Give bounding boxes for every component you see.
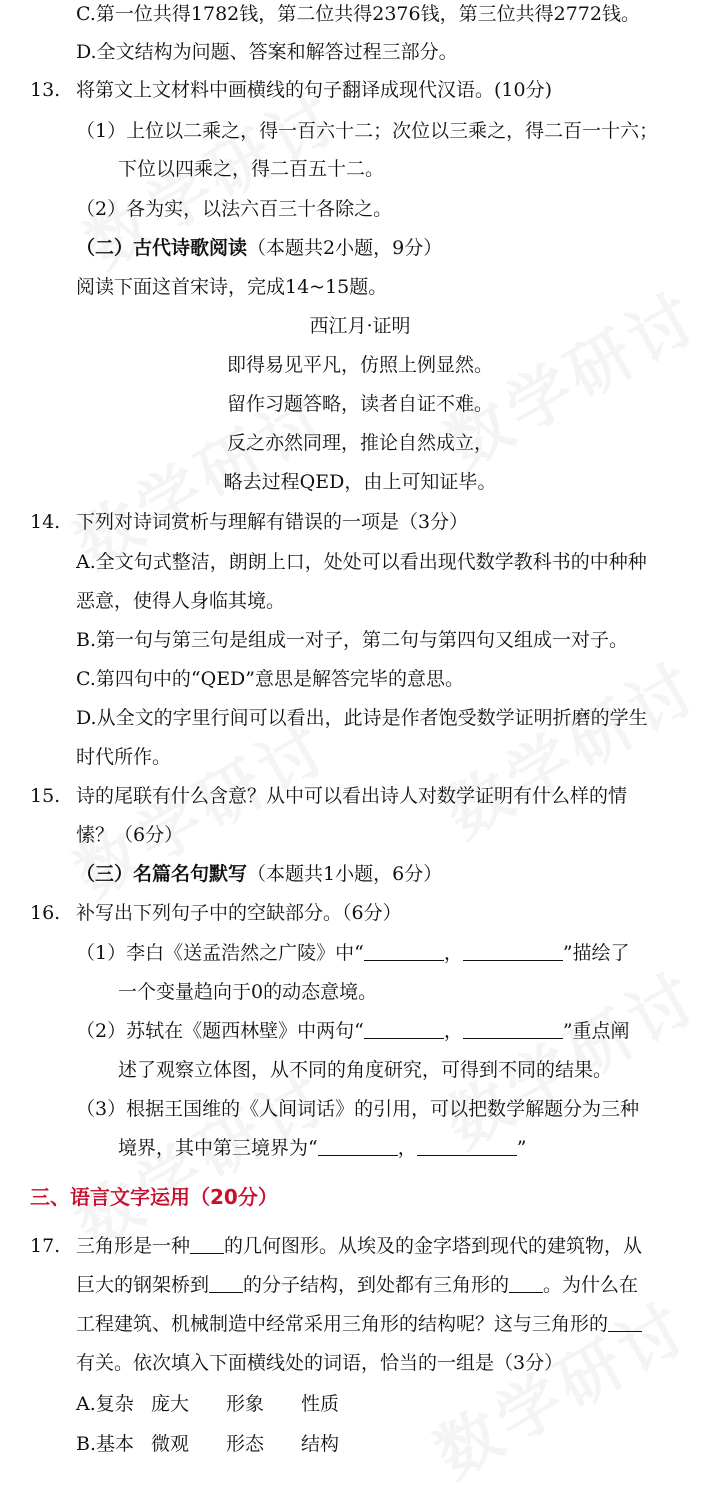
question-number: 16. bbox=[30, 902, 61, 924]
item-text: 。为什么在 bbox=[543, 1274, 639, 1296]
item-text: ， bbox=[397, 1137, 417, 1159]
question-15-cont: 愫？（6分） bbox=[76, 824, 184, 846]
q13-sentence-2: （2）各为实，以法六百三十各除之。 bbox=[76, 198, 393, 220]
question-15 bbox=[30, 782, 627, 810]
q16-item-2 bbox=[76, 1017, 630, 1045]
q13-sentence-1: （1）上位以二乘之，得一百六十二；次位以三乘之，得二百一十六； bbox=[76, 120, 659, 142]
answer-blank[interactable] bbox=[463, 1018, 563, 1039]
answer-blank[interactable] bbox=[417, 1135, 517, 1156]
option-word: 性质 bbox=[301, 1393, 340, 1415]
poem-title: 西江月·证明 bbox=[309, 315, 411, 337]
question-prompt: 补写出下列句子中的空缺部分。（6分） bbox=[76, 902, 402, 924]
item-text: ”描绘了 bbox=[562, 942, 630, 964]
answer-blank[interactable] bbox=[318, 1135, 398, 1156]
section-title: （三）名篇名句默写 bbox=[76, 863, 248, 885]
question-17-line-4: 有关。依次填入下面横线处的词语，恰当的一组是（3分） bbox=[76, 1352, 564, 1374]
answer-blank[interactable] bbox=[364, 1018, 444, 1039]
item-text: ” bbox=[516, 1137, 527, 1159]
q17-option-a bbox=[76, 1390, 376, 1418]
q14-option-c: C.第四句中的“QED”意思是解答完毕的意思。 bbox=[76, 668, 465, 690]
section-heading-poetry bbox=[76, 234, 442, 262]
option-word: 形象 bbox=[226, 1393, 265, 1415]
answer-blank[interactable] bbox=[190, 1233, 224, 1254]
q13-sentence-1-cont: 下位以四乘之，得二百五十二。 bbox=[118, 158, 385, 180]
poem-line: 略去过程QED，由上可知证毕。 bbox=[223, 471, 497, 493]
q14-option-a-cont: 恶意，使得人身临其境。 bbox=[76, 590, 286, 612]
question-13 bbox=[30, 76, 552, 104]
question-17-line-2 bbox=[76, 1271, 638, 1299]
item-text: （2）苏轼在《题西林壁》中两句“ bbox=[76, 1020, 364, 1042]
item-text: 的分子结构，到处都有三角形的 bbox=[243, 1274, 510, 1296]
item-text: ”重点阐 bbox=[562, 1020, 630, 1042]
poem-line: 留作习题答略，读者自证不难。 bbox=[226, 393, 493, 415]
option-word: A.复杂 bbox=[76, 1393, 134, 1415]
q14-option-a: A.全文句式整洁，朗朗上口，处处可以看出现代数学教科书的中种种 bbox=[76, 551, 647, 573]
q17-option-b bbox=[76, 1430, 376, 1458]
q16-item-1 bbox=[76, 939, 630, 967]
poem-line: 即得易见平凡，仿照上例显然。 bbox=[226, 354, 493, 376]
answer-blank[interactable] bbox=[463, 940, 563, 961]
question-prompt: 下列对诗词赏析与理解有错误的一项是（3分） bbox=[76, 511, 469, 533]
q14-option-d-cont: 时代所作。 bbox=[76, 746, 172, 768]
question-number: 14. bbox=[30, 511, 61, 533]
option-word: 结构 bbox=[301, 1433, 340, 1455]
q16-item-3: （3）根据王国维的《人间词话》的引用，可以把数学解题分为三种 bbox=[76, 1098, 640, 1120]
option-word: B.基本 bbox=[76, 1433, 135, 1455]
poem-line: 反之亦然同理，推论自然成立， bbox=[226, 432, 493, 454]
item-text: 工程建筑、机械制造中经常采用三角形的结构呢？这与三角形的 bbox=[76, 1313, 609, 1335]
item-text: 境界，其中第三境界为“ bbox=[118, 1137, 318, 1159]
q16-item-1-cont: 一个变量趋向于0的动态意境。 bbox=[118, 981, 378, 1003]
item-text: ， bbox=[443, 942, 463, 964]
question-14 bbox=[30, 508, 468, 536]
question-number: 17. bbox=[30, 1235, 61, 1257]
question-prompt: 诗的尾联有什么含意？从中可以看出诗人对数学证明有什么样的情 bbox=[76, 785, 628, 807]
q12-option-d: D.全文结构为问题、答案和解答过程三部分。 bbox=[76, 41, 458, 63]
question-number: 15. bbox=[30, 785, 61, 807]
answer-blank[interactable] bbox=[509, 1272, 543, 1293]
section-heading-recitation bbox=[76, 860, 442, 888]
question-prompt: 将第文上文材料中画横线的句子翻译成现代汉语。(10分) bbox=[76, 79, 553, 101]
section-instruction: 阅读下面这首宋诗，完成14~15题。 bbox=[76, 276, 388, 298]
q14-option-b: B.第一句与第三句是组成一对子，第二句与第四句又组成一对子。 bbox=[76, 629, 629, 651]
part-heading-language-use: 三、语言文字运用（20分） bbox=[30, 1185, 278, 1209]
item-text: 三角形是一种 bbox=[76, 1235, 191, 1257]
option-word: 形态 bbox=[226, 1433, 265, 1455]
question-16 bbox=[30, 899, 402, 927]
item-text: ， bbox=[443, 1020, 463, 1042]
q16-item-3-cont bbox=[118, 1134, 526, 1162]
section-title: （二）古代诗歌阅读 bbox=[76, 237, 248, 259]
item-text: （1）李白《送孟浩然之广陵》中“ bbox=[76, 942, 364, 964]
item-text: 的几何图形。从埃及的金字塔到现代的建筑物，从 bbox=[224, 1235, 643, 1257]
item-text: 巨大的钢架桥到 bbox=[76, 1274, 210, 1296]
question-17 bbox=[30, 1232, 642, 1260]
question-number: 13. bbox=[30, 79, 61, 101]
option-word: 庞大 bbox=[151, 1393, 190, 1415]
q14-option-d: D.从全文的字里行间可以看出，此诗是作者饱受数学证明折磨的学生 bbox=[76, 707, 648, 729]
answer-blank[interactable] bbox=[209, 1272, 243, 1293]
watermark bbox=[426, 636, 714, 856]
option-word: 微观 bbox=[151, 1433, 190, 1455]
answer-blank[interactable] bbox=[364, 940, 444, 961]
q12-option-c: C.第一位共得1782钱，第二位共得2376钱，第三位共得2772钱。 bbox=[76, 3, 640, 25]
q16-item-2-cont: 述了观察立体图，从不同的角度研究，可得到不同的结果。 bbox=[118, 1059, 613, 1081]
section-note: （本题共1小题，6分） bbox=[247, 863, 443, 885]
section-note: （本题共2小题，9分） bbox=[247, 237, 443, 259]
question-17-line-3 bbox=[76, 1310, 642, 1338]
answer-blank[interactable] bbox=[608, 1311, 642, 1332]
